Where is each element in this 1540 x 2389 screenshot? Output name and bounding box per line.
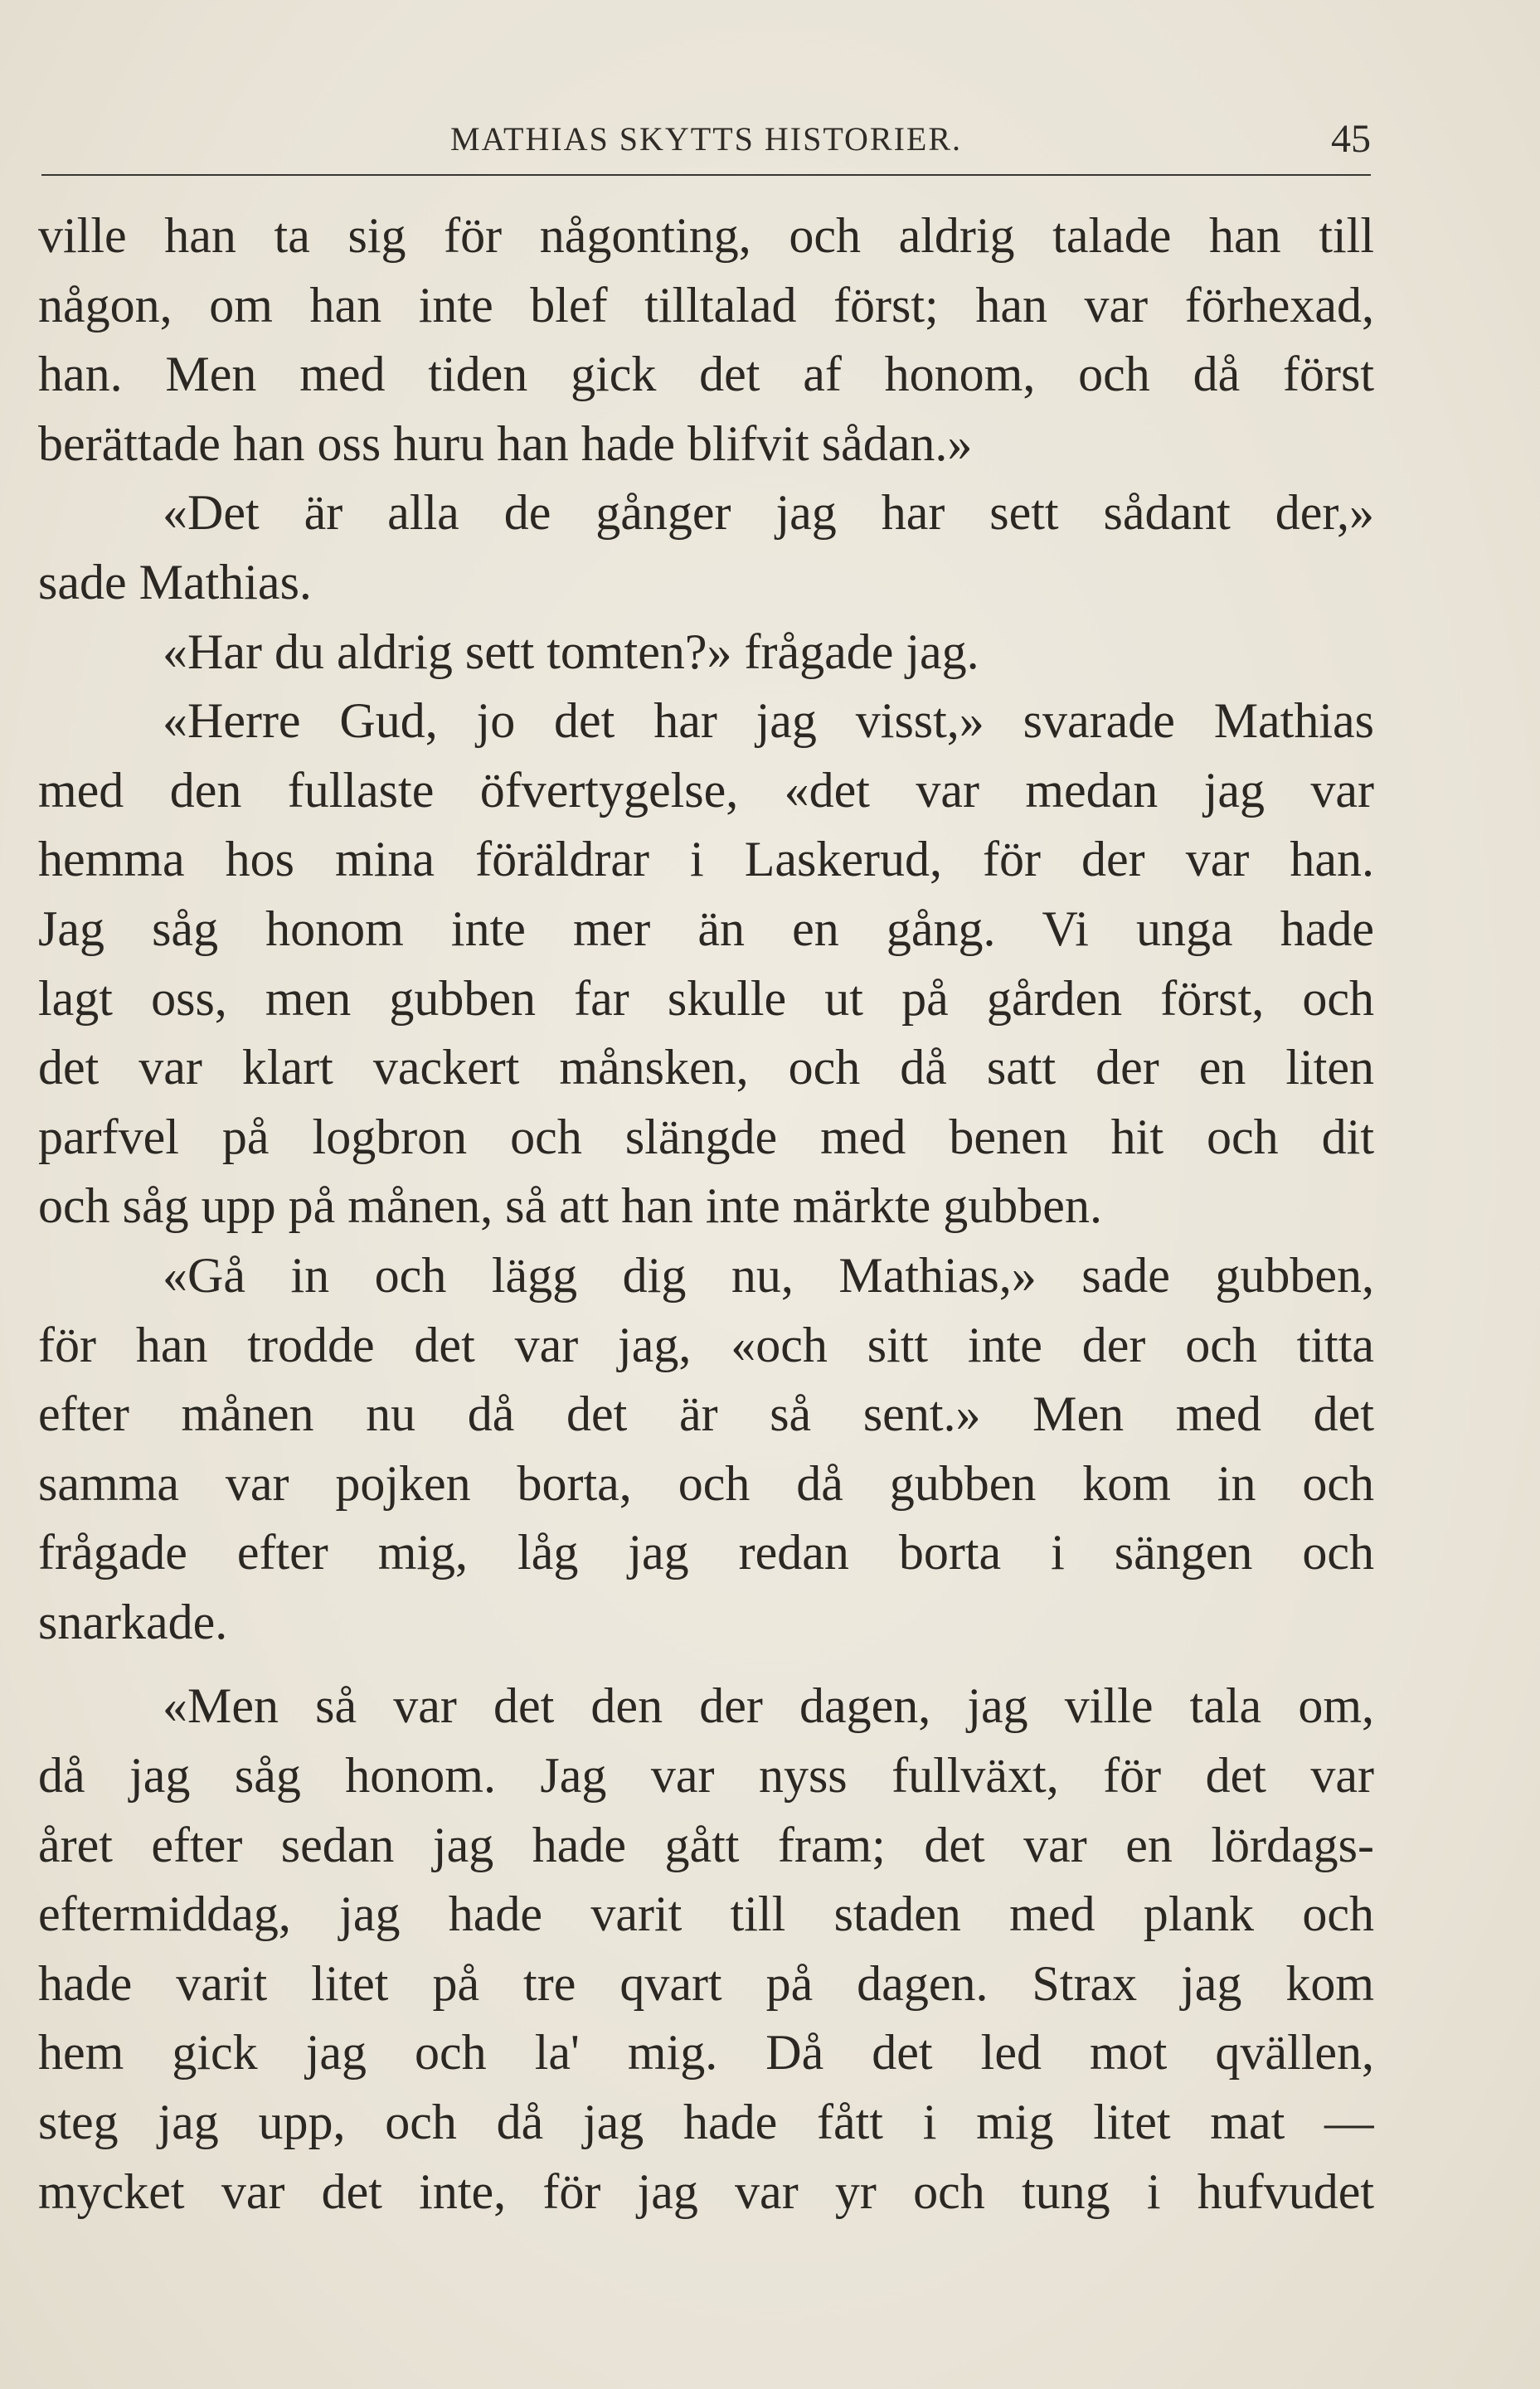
text-line: hemma hos mina föräldrar i Laskerud, för der var han. [38, 832, 1374, 887]
page-header [41, 116, 1371, 176]
text-line: «Men så var det den der dagen, jag ville tala om, [163, 1678, 1374, 1734]
text-line: med den fullaste öfvertygelse, «det var medan jag var [38, 762, 1374, 818]
text-line: steg jag upp, och då jag hade fått i mig litet mat — [38, 2095, 1374, 2150]
text-line: ville han ta sig för någonting, och aldrig talade han till [38, 208, 1374, 263]
text-line: «Det är alla de gånger jag har sett sådant der,» [163, 485, 1374, 541]
page-number: 45 [1331, 117, 1371, 161]
text-line: eftermiddag, jag hade varit till staden med plank och [38, 1886, 1374, 1942]
text-line: det var klart vackert månsken, och då satt der en liten [38, 1040, 1374, 1095]
text-line: samma var pojken borta, och då gubben kom in och [38, 1455, 1374, 1511]
text-line: hem gick jag och la' mig. Då det led mot qvällen, [38, 2025, 1374, 2081]
text-line: han. Men med tiden gick det af honom, och då först [38, 347, 1374, 402]
text-line: berättade han oss huru han hade blifvit sådan.» [38, 415, 973, 471]
text-line: hade varit litet på tre qvart på dagen. Strax jag kom [38, 1955, 1374, 2011]
text-line: parfvel på logbron och slängde med benen hit och dit [38, 1109, 1374, 1164]
text-line: frågade efter mig, låg jag redan borta i sängen och [38, 1525, 1374, 1581]
text-line: och såg upp på månen, så att han inte märkte gubben. [38, 1178, 1102, 1234]
text-line: någon, om han inte blef tilltalad först; han var förhexad, [38, 277, 1374, 333]
text-line: «Gå in och lägg dig nu, Mathias,» sade gubben, [163, 1247, 1374, 1303]
text-line: «Har du aldrig sett tomten?» frågade jag. [163, 624, 979, 679]
text-line: mycket var det inte, för jag var yr och tung i hufvudet [38, 2163, 1374, 2219]
text-line: då jag såg honom. Jag var nyss fullväxt, för det var [38, 1748, 1374, 1804]
text-line: för han trodde det var jag, «och sitt inte der och titta [38, 1317, 1374, 1372]
body-text [38, 202, 1374, 2226]
text-line: Jag såg honom inte mer än en gång. Vi unga hade [38, 901, 1374, 956]
text-line: «Herre Gud, jo det har jag visst,» svarade Mathias [163, 693, 1374, 749]
text-line: efter månen nu då det är så sent.» Men med det [38, 1386, 1374, 1442]
text-line: lagt oss, men gubben far skulle ut på gården först, och [38, 970, 1374, 1026]
text-line: året efter sedan jag hade gått fram; det var en lördags- [38, 1817, 1374, 1872]
text-line: snarkade. [38, 1594, 228, 1649]
text-line: sade Mathias. [38, 554, 312, 609]
running-title: MATHIAS SKYTTS HISTORIER. [449, 120, 963, 158]
